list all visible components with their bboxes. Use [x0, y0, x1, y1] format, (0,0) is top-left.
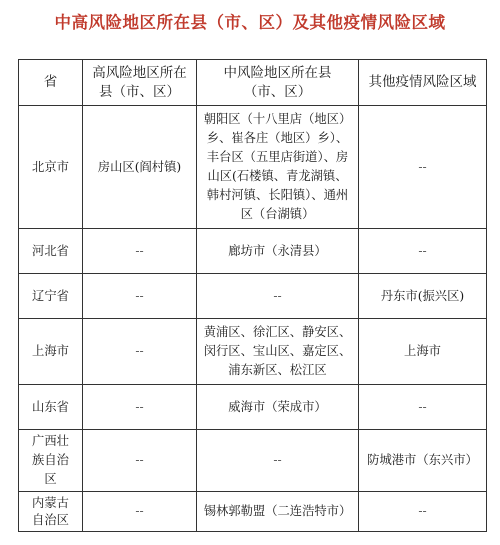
medium-risk-cell: 朝阳区（十八里店（地区）乡、崔各庄（地区）乡）、丰台区（五里店街道）、房山区(石楼镇、青龙湖镇、韩村河镇、长阳镇）、通州区（台湖镇）: [197, 106, 359, 229]
province-cell: 内蒙古自治区: [19, 492, 83, 532]
table-header-row: [19, 60, 487, 106]
medium-risk-cell: 黄浦区、徐汇区、静安区、闵行区、宝山区、嘉定区、浦东新区、松江区: [197, 319, 359, 385]
high-risk-cell: --: [83, 385, 197, 430]
province-cell: 山东省: [19, 385, 83, 430]
province-cell: 北京市: [19, 106, 83, 229]
high-risk-cell: --: [83, 492, 197, 532]
other-risk-cell: 丹东市(振兴区): [359, 274, 487, 319]
province-cell: 上海市: [19, 319, 83, 385]
other-risk-cell: --: [359, 385, 487, 430]
other-risk-cell: --: [359, 106, 487, 229]
risk-areas-table: [18, 59, 487, 532]
table-row: [19, 319, 487, 385]
table-row: [19, 492, 487, 532]
column-header-medium-risk: 中风险地区所在县（市、区）: [197, 60, 359, 106]
province-cell: 广西壮族自治区: [19, 430, 83, 492]
other-risk-cell: --: [359, 492, 487, 532]
medium-risk-cell: --: [197, 430, 359, 492]
medium-risk-cell: --: [197, 274, 359, 319]
medium-risk-cell: 锡林郭勒盟（二连浩特市）: [197, 492, 359, 532]
column-header-other-risk: 其他疫情风险区域: [359, 60, 487, 106]
column-header-high-risk: 高风险地区所在县（市、区）: [83, 60, 197, 106]
table-row: [19, 430, 487, 492]
column-header-province: 省: [19, 60, 83, 106]
medium-risk-cell: 威海市（荣成市）: [197, 385, 359, 430]
high-risk-cell: 房山区(阎村镇): [83, 106, 197, 229]
high-risk-cell: --: [83, 274, 197, 319]
table-row: [19, 274, 487, 319]
page-title: 中高风险地区所在县（市、区）及其他疫情风险区域: [54, 13, 446, 32]
high-risk-cell: --: [83, 319, 197, 385]
high-risk-cell: --: [83, 430, 197, 492]
medium-risk-cell: 廊坊市（永清县）: [197, 229, 359, 274]
high-risk-cell: --: [83, 229, 197, 274]
table-row: [19, 106, 487, 229]
other-risk-cell: 上海市: [359, 319, 487, 385]
other-risk-cell: 防城港市（东兴市）: [359, 430, 487, 492]
province-cell: 辽宁省: [19, 274, 83, 319]
province-cell: 河北省: [19, 229, 83, 274]
table-row: [19, 385, 487, 430]
table-row: [19, 229, 487, 274]
other-risk-cell: --: [359, 229, 487, 274]
